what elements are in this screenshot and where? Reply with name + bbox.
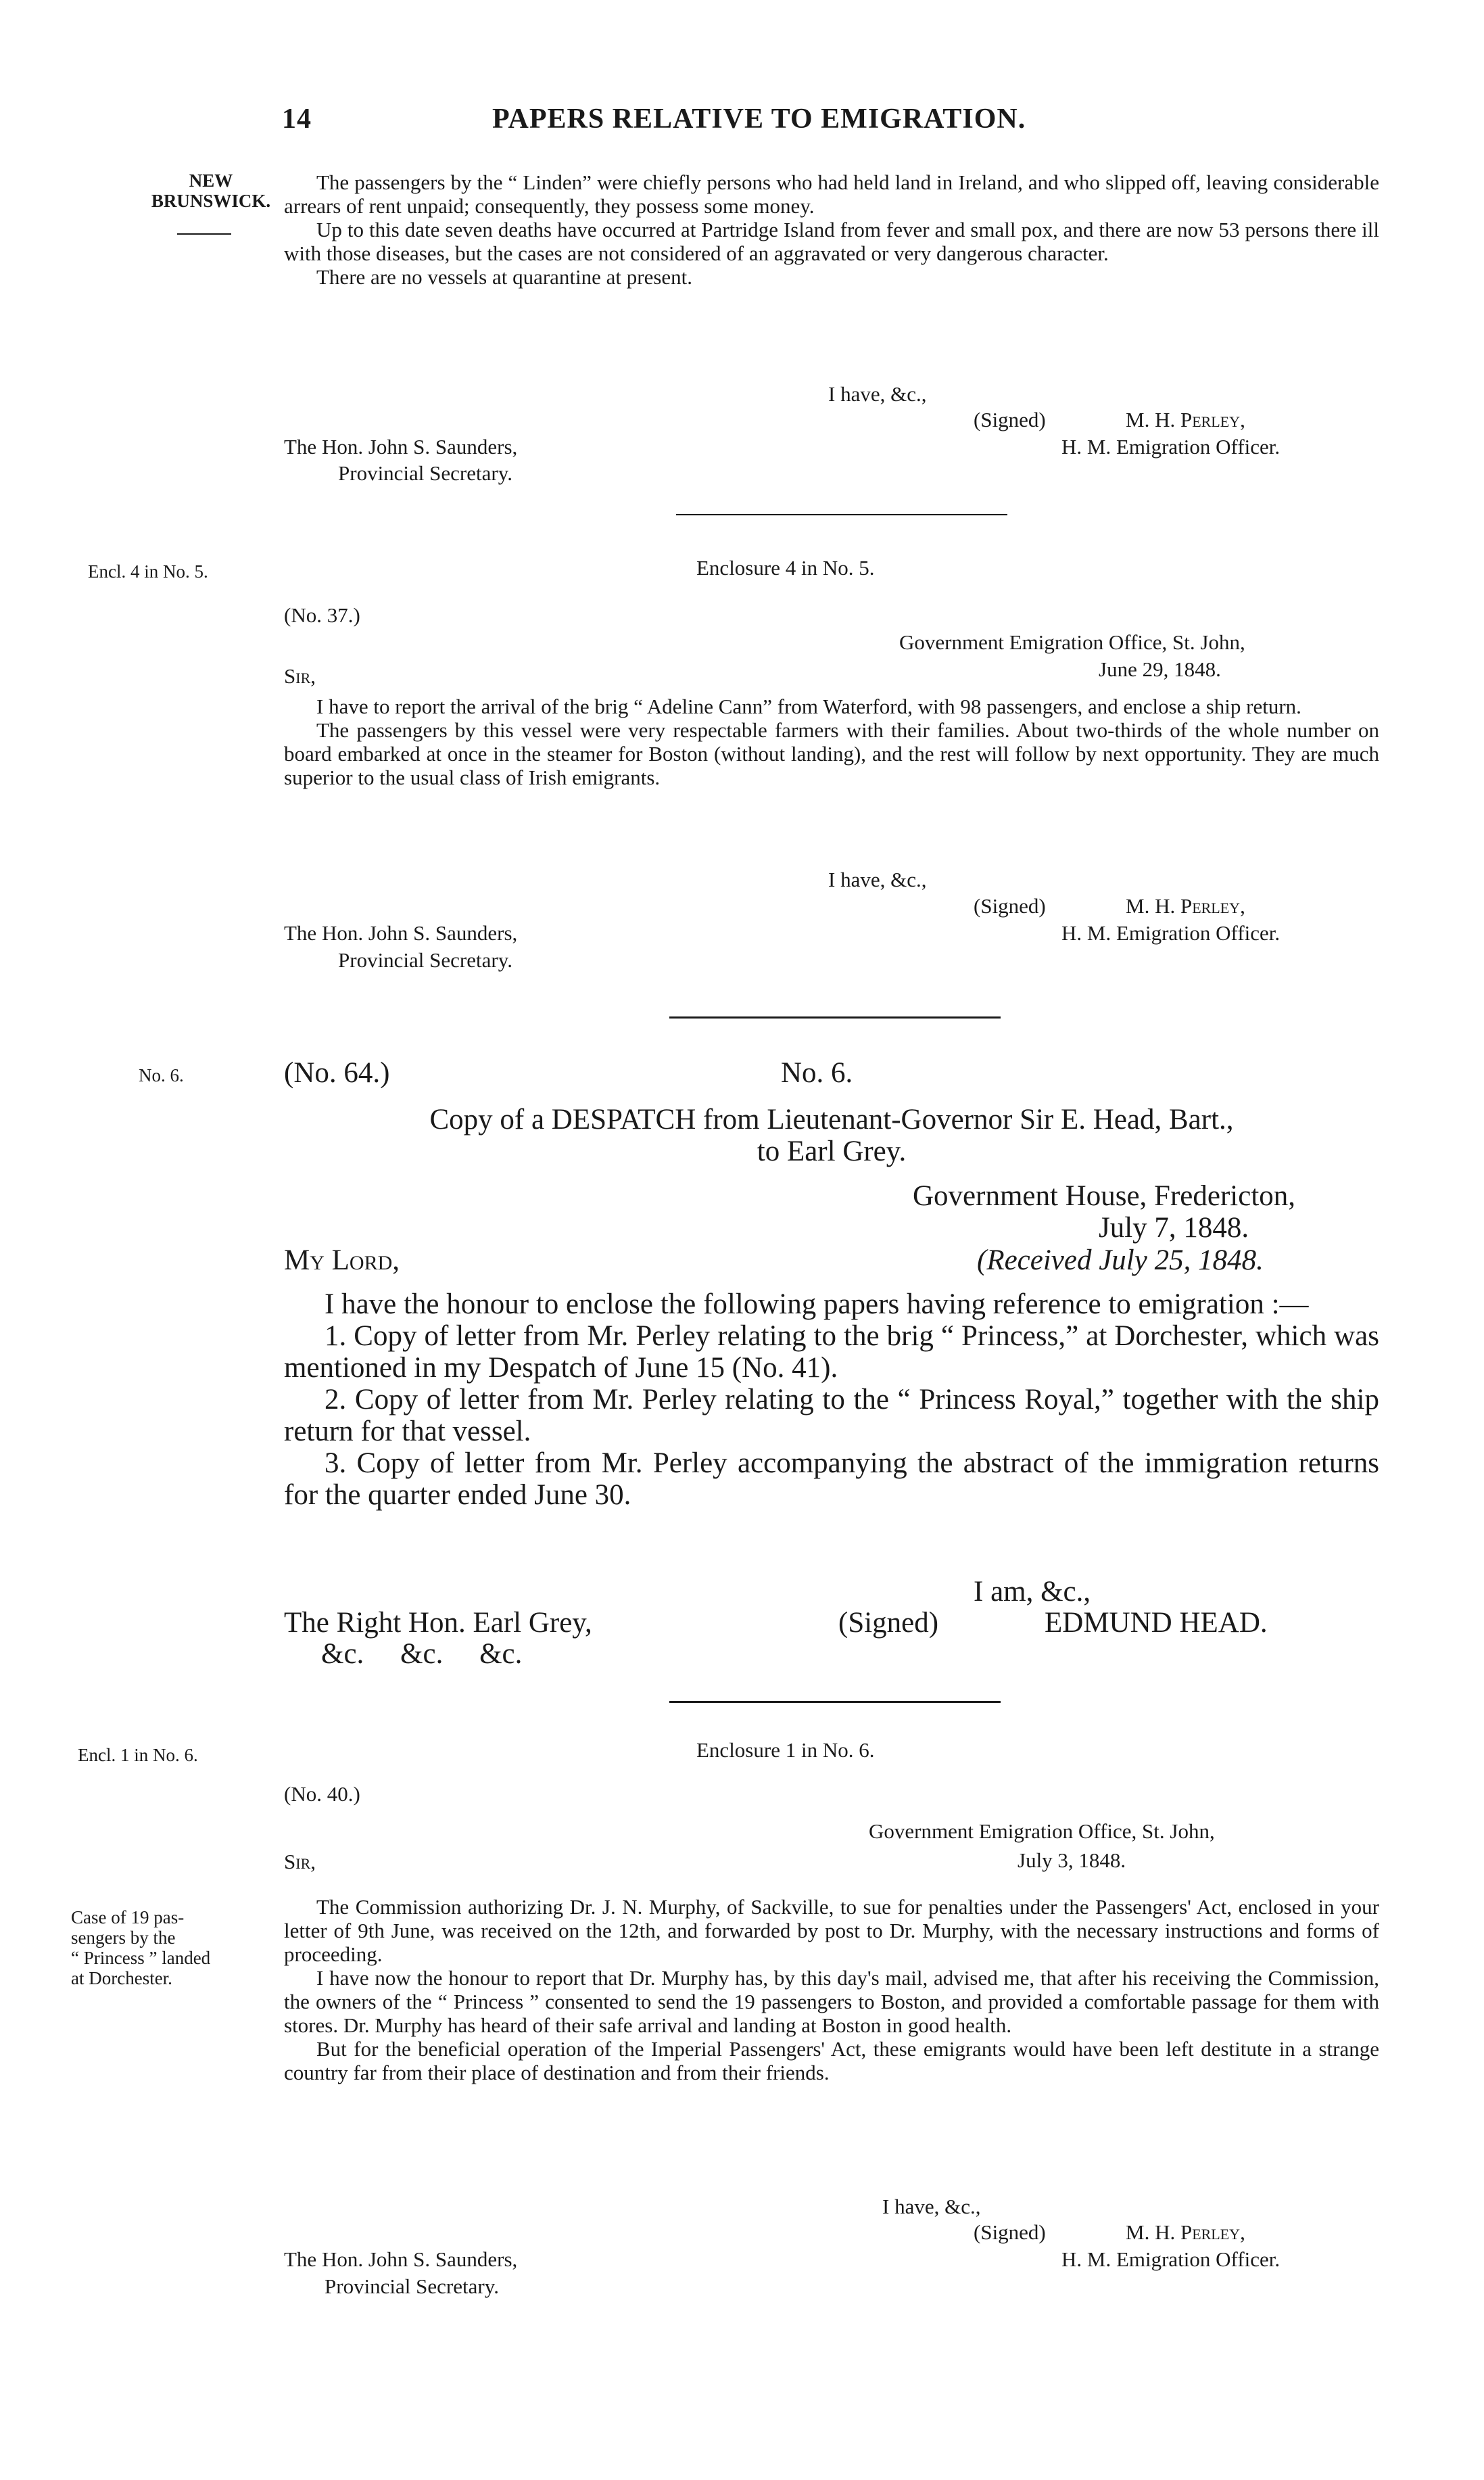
despatch-item: 3. Copy of letter from Mr. Perley accompanying the abstract of the immigration returns for the quarter ended June 30. [284,1447,1379,1511]
paragraph: I have now the honour to report that Dr. Murphy has, by this day's mail, advised me, that after his receiving the Commission, the owners of the “ Princess ” consented to send the 19 passengers to Boston, and provided a comfortable passage for them with stores. Dr. Murphy has heard of their safe arrival and landing at Boston in good health. [284,1966,1379,2037]
margin-province-line2: BRUNSWICK. [151,191,271,211]
case-note-line: sengers by the [71,1927,176,1948]
section-divider [669,1701,1001,1703]
encl1-addressee-title: Provincial Secretary. [325,2274,499,2298]
paragraph: There are no vessels at quarantine at present. [316,265,693,289]
letter1-addressee-title: Provincial Secretary. [338,461,512,485]
encl1-salutation: Sir, [284,1850,316,1873]
letter1-closing: I have, &c., [828,382,927,406]
encl4-signer-title: H. M. Emigration Officer. [1061,921,1280,945]
despatch-addressee: The Right Hon. Earl Grey, [284,1607,592,1639]
encl4-place: Government Emigration Office, St. John, [899,630,1245,654]
encl1-date: July 3, 1848. [1018,1848,1126,1872]
despatch-date: July 7, 1848. [1099,1212,1249,1244]
despatch-item: 1. Copy of letter from Mr. Perley relating to the brig “ Princess,” at Dorchester, which was mentioned in my Despatch of June 15 (No. 41). [284,1320,1379,1384]
margin-encl4: Encl. 4 in No. 5. [88,561,208,582]
margin-encl1: Encl. 1 in No. 6. [78,1745,198,1765]
despatch-number: No. 6. [781,1057,853,1089]
despatch-title-line1: Copy of a DESPATCH from Lieutenant-Governor Sir E. Head, Bart., [429,1104,1234,1136]
paragraph: But for the beneficial operation of the Imperial Passengers' Act, these emigrants would have been left destitute in a strange country far from their place of destination and from their friends. [284,2037,1379,2084]
encl4-signer-name: M. H. Perley, [1126,894,1245,918]
case-note-line: Case of 19 pas- [71,1907,185,1927]
despatch-signer: EDMUND HEAD. [1045,1607,1268,1639]
paragraph: Up to this date seven deaths have occurred at Partridge Island from fever and small pox, and there are now 53 persons there ill with those diseases, but the cases are not considered of an aggravated or very dangerous character. [284,218,1379,265]
encl1-signer-name: M. H. Perley, [1126,2220,1245,2244]
encl4-salutation: Sir, [284,664,316,688]
margin-province-line1: NEW [189,170,233,191]
section-divider [669,1016,1001,1019]
despatch-closing: I am, &c., [974,1576,1091,1608]
despatch-received: (Received July 25, 1848. [977,1244,1264,1276]
encl4-date: June 29, 1848. [1099,657,1221,681]
encl4-addressee-title: Provincial Secretary. [338,948,512,972]
despatch-salutation: My Lord, [284,1244,400,1276]
encl4-closing: I have, &c., [828,868,927,891]
despatch-signed: (Signed) [838,1607,939,1639]
letter1-signer-title: H. M. Emigration Officer. [1061,435,1280,459]
encl1-closing: I have, &c., [882,2195,981,2218]
despatch-item: 2. Copy of letter from Mr. Perley relating to the “ Princess Royal,” together with the ship return for that vessel. [284,1384,1379,1447]
margin-no6: No. 6. [139,1065,184,1085]
letter1-signed: (Signed) [974,408,1046,431]
encl4-signed: (Signed) [974,894,1046,918]
despatch-body [284,1288,1379,1511]
encl1-number: (No. 40.) [284,1782,360,1806]
encl1-signed: (Signed) [974,2220,1046,2244]
margin-divider [177,233,231,235]
letter1-signer-name: M. H. Perley, [1126,408,1245,431]
encl4-heading: Enclosure 4 in No. 5. [696,556,875,580]
despatch-etc: &c. &c. &c. [321,1638,523,1670]
section-divider [676,514,1007,515]
paragraph: The passengers by the “ Linden” were chiefly persons who had held land in Ireland, and who slipped off, leaving considerable arrears of rent unpaid; consequently, they possess some money. [284,170,1379,218]
encl1-heading: Enclosure 1 in No. 6. [696,1738,875,1762]
paragraph: The passengers by this vessel were very respectable farmers with their families. About two-thirds of the whole number on board embarked at once in the steamer for Boston (without landing), and the rest will follow by next opportunity. They are much superior to the usual class of Irish emigrants. [284,718,1379,789]
encl1-signer-title: H. M. Emigration Officer. [1061,2247,1280,2271]
paragraph: I have to report the arrival of the brig “ Adeline Cann” from Waterford, with 98 passengers, and enclose a ship return. [316,695,1301,718]
running-title: PAPERS RELATIVE TO EMIGRATION. [492,103,1026,135]
paragraph: The Commission authorizing Dr. J. N. Murphy, of Sackville, to sue for penalties under the Passengers' Act, enclosed in your letter of 9th June, was received on the 12th, and forwarded by post to Dr. Murphy, with the necessary instructions and forms of proceeding. [284,1895,1379,1966]
encl1-body [284,1895,1379,2084]
despatch-title-line2: to Earl Grey. [757,1136,907,1167]
margin-province [143,170,279,211]
encl1-addressee: The Hon. John S. Saunders, [284,2247,518,2271]
despatch-ref: (No. 64.) [284,1057,390,1089]
letter1-addressee: The Hon. John S. Saunders, [284,435,518,459]
case-note-line: at Dorchester. [71,1968,172,1988]
encl1-place: Government Emigration Office, St. John, [869,1819,1215,1843]
encl4-number: (No. 37.) [284,603,360,627]
despatch-intro: I have the honour to enclose the following papers having reference to emigration :— [325,1288,1309,1320]
despatch-title [284,1104,1379,1167]
encl4-body [284,695,1379,789]
page-number: 14 [282,103,312,135]
case-note-line: “ Princess ” landed [71,1948,211,1968]
letter1-body [284,170,1379,289]
despatch-place: Government House, Fredericton, [913,1180,1296,1212]
encl4-addressee: The Hon. John S. Saunders, [284,921,518,945]
margin-case-note [71,1907,274,1988]
